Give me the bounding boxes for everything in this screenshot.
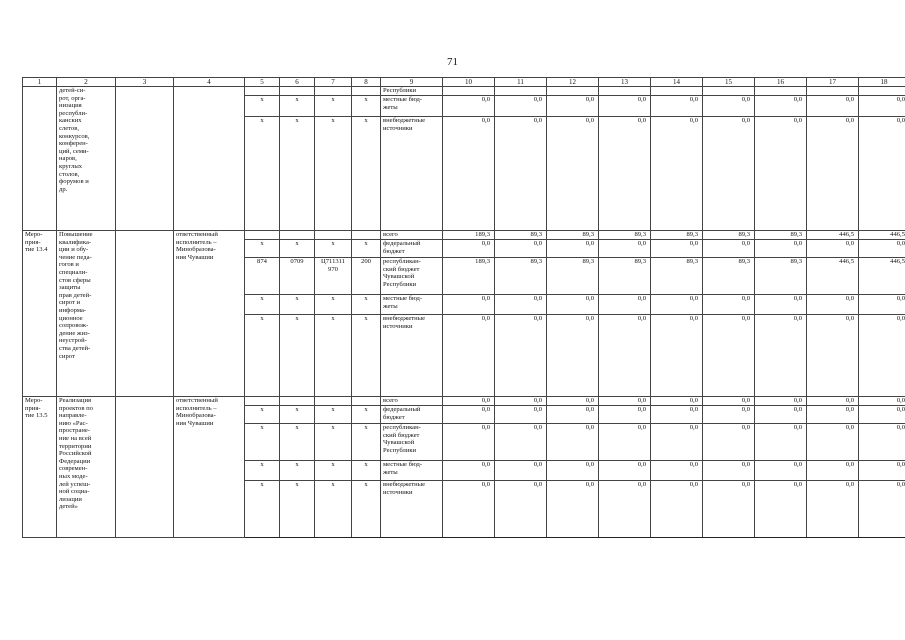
code-cell: x [280,96,315,117]
code-cell: x [315,117,352,231]
value-cell: 89,3 [703,231,755,240]
event-label: Меро- прия- тие 13.4 [23,231,57,397]
value-cell: 0,0 [703,406,755,424]
value-cell: 0,0 [807,481,859,538]
code-cell: x [352,117,381,231]
funding-source: республикан- ский бюджет Чувашской Республики [381,258,443,295]
header-cell: 16 [755,78,807,87]
budget-table [22,77,905,538]
value-cell: 446,5 [807,258,859,295]
value-cell: 0,0 [651,96,703,117]
code-cell: Ц711311 970 [315,258,352,295]
value-cell: 0,0 [443,424,495,461]
value-cell: 0,0 [547,315,599,397]
code-cell: x [352,240,381,258]
value-cell: 0,0 [599,481,651,538]
value-cell: 0,0 [807,295,859,315]
funding-source: Республики [381,87,443,96]
code-cell: x [280,424,315,461]
value-cell: 89,3 [599,231,651,240]
value-cell: 0,0 [807,96,859,117]
event-label: Меро- прия- тие 13.5 [23,397,57,538]
code-cell: x [245,481,280,538]
value-cell: 0,0 [859,295,905,315]
value-cell: 0,0 [859,424,905,461]
value-cell [807,87,859,96]
value-cell: 0,0 [651,424,703,461]
code-cell [352,397,381,406]
value-cell: 0,0 [443,461,495,481]
value-cell: 89,3 [495,231,547,240]
value-cell [755,87,807,96]
value-cell: 89,3 [495,258,547,295]
value-cell: 0,0 [859,461,905,481]
event-description: Реализация проектов по направле- нию «Рас- простране- ние на всей территории Российской Федерации современ- ных моде- лей успеш- ной социа- лизации детей» [57,397,116,538]
value-cell: 0,0 [755,424,807,461]
code-cell [280,231,315,240]
value-cell: 0,0 [495,424,547,461]
value-cell: 0,0 [599,96,651,117]
code-cell: 200 [352,258,381,295]
executor-cell: ответственный исполнитель – Минобразова- ния Чувашии [174,231,245,397]
value-cell: 0,0 [755,481,807,538]
value-cell: 0,0 [859,315,905,397]
header-row [23,78,905,87]
table-row [23,231,905,240]
value-cell: 0,0 [651,240,703,258]
value-cell: 89,3 [547,231,599,240]
value-cell: 0,0 [651,481,703,538]
code-cell: x [352,96,381,117]
value-cell: 89,3 [547,258,599,295]
value-cell: 89,3 [651,231,703,240]
code-cell: x [352,461,381,481]
value-cell: 0,0 [807,240,859,258]
code-cell [280,397,315,406]
funding-source: местные бюд- жеты [381,295,443,315]
value-cell: 0,0 [755,117,807,231]
value-cell: 0,0 [755,315,807,397]
code-cell: x [352,295,381,315]
value-cell: 0,0 [703,397,755,406]
code-cell: x [280,240,315,258]
header-cell: 2 [57,78,116,87]
code-cell: x [352,315,381,397]
col-3-cell [116,231,174,397]
col-3-cell [116,397,174,538]
code-cell [315,397,352,406]
col-3-cell [116,87,174,231]
header-cell: 12 [547,78,599,87]
header-cell: 15 [703,78,755,87]
value-cell: 0,0 [755,240,807,258]
table-row [23,87,905,96]
funding-source: внебюджетные источники [381,481,443,538]
value-cell: 0,0 [495,406,547,424]
value-cell [495,87,547,96]
value-cell: 0,0 [755,461,807,481]
value-cell: 0,0 [547,481,599,538]
executor-cell: ответственный исполнитель – Минобразова- ния Чувашии [174,397,245,538]
code-cell: x [280,481,315,538]
header-cell: 7 [315,78,352,87]
code-cell: x [352,481,381,538]
value-cell: 0,0 [703,461,755,481]
code-cell: x [280,315,315,397]
value-cell: 0,0 [599,461,651,481]
value-cell: 0,0 [755,406,807,424]
code-cell: x [315,406,352,424]
code-cell: x [315,295,352,315]
value-cell: 0,0 [495,481,547,538]
header-cell: 18 [859,78,905,87]
value-cell: 189,3 [443,258,495,295]
event-description: Повышение квалифика- ции и обу- чение педа- гогов и специали- стов сферы защиты прав детей- сирот и информа- ционное сопровож- дение жиз- неустрой- ства детей- сирот [57,231,116,397]
value-cell: 0,0 [651,461,703,481]
value-cell: 0,0 [443,240,495,258]
value-cell: 0,0 [599,117,651,231]
code-cell: x [280,461,315,481]
value-cell: 0,0 [755,295,807,315]
value-cell: 0,0 [547,240,599,258]
code-cell: x [245,295,280,315]
value-cell: 0,0 [859,240,905,258]
value-cell: 0,0 [443,481,495,538]
value-cell: 0,0 [651,117,703,231]
header-cell: 3 [116,78,174,87]
code-cell [315,87,352,96]
value-cell: 0,0 [495,295,547,315]
code-cell: x [245,240,280,258]
value-cell: 0,0 [859,481,905,538]
funding-source: внебюджетные источники [381,117,443,231]
value-cell: 0,0 [443,295,495,315]
value-cell: 0,0 [755,397,807,406]
header-cell: 6 [280,78,315,87]
value-cell: 0,0 [443,96,495,117]
value-cell: 0,0 [859,117,905,231]
code-cell [245,397,280,406]
header-cell: 10 [443,78,495,87]
value-cell: 0,0 [547,406,599,424]
value-cell: 0,0 [703,315,755,397]
value-cell: 0,0 [599,424,651,461]
funding-source: всего [381,231,443,240]
value-cell: 0,0 [495,315,547,397]
value-cell: 0,0 [807,461,859,481]
value-cell: 446,5 [807,231,859,240]
value-cell: 446,5 [859,231,905,240]
code-cell: x [315,96,352,117]
value-cell: 0,0 [755,96,807,117]
funding-source: федеральный бюджет [381,240,443,258]
value-cell: 89,3 [703,258,755,295]
code-cell [352,87,381,96]
executor-cell [174,87,245,231]
value-cell: 0,0 [495,96,547,117]
funding-source: республикан- ский бюджет Чувашской Республики [381,424,443,461]
header-cell: 9 [381,78,443,87]
value-cell: 0,0 [599,295,651,315]
value-cell: 446,5 [859,258,905,295]
header-cell: 14 [651,78,703,87]
value-cell: 89,3 [599,258,651,295]
value-cell: 0,0 [807,315,859,397]
value-cell: 0,0 [807,406,859,424]
header-cell: 11 [495,78,547,87]
code-cell: x [280,295,315,315]
value-cell: 0,0 [703,481,755,538]
value-cell: 0,0 [547,424,599,461]
code-cell: x [315,315,352,397]
code-cell: x [245,117,280,231]
code-cell [280,87,315,96]
page-number: 71 [447,56,458,68]
value-cell: 0,0 [495,461,547,481]
value-cell: 89,3 [651,258,703,295]
value-cell: 0,0 [859,96,905,117]
value-cell: 0,0 [859,397,905,406]
value-cell: 0,0 [443,397,495,406]
value-cell [599,87,651,96]
value-cell: 0,0 [599,406,651,424]
code-cell [245,87,280,96]
value-cell: 0,0 [599,240,651,258]
value-cell: 0,0 [651,315,703,397]
value-cell [443,87,495,96]
value-cell: 0,0 [495,117,547,231]
value-cell: 0,0 [547,117,599,231]
value-cell: 89,3 [755,258,807,295]
value-cell [547,87,599,96]
value-cell: 0,0 [547,461,599,481]
header-cell: 8 [352,78,381,87]
header-cell: 17 [807,78,859,87]
code-cell [245,231,280,240]
value-cell: 0,0 [807,117,859,231]
code-cell: x [280,406,315,424]
value-cell: 89,3 [755,231,807,240]
value-cell [703,87,755,96]
code-cell: x [245,406,280,424]
value-cell: 0,0 [651,295,703,315]
value-cell: 0,0 [443,117,495,231]
funding-source: местные бюд- жеты [381,461,443,481]
code-cell: x [245,315,280,397]
code-cell: x [315,461,352,481]
value-cell: 0,0 [547,397,599,406]
code-cell: x [245,96,280,117]
value-cell: 0,0 [703,424,755,461]
value-cell: 0,0 [651,397,703,406]
value-cell: 0,0 [859,406,905,424]
value-cell: 0,0 [547,96,599,117]
code-cell: x [315,424,352,461]
value-cell [859,87,905,96]
funding-source: внебюджетные источники [381,315,443,397]
header-cell: 5 [245,78,280,87]
funding-source: местные бюд- жеты [381,96,443,117]
code-cell: 0709 [280,258,315,295]
code-cell: 874 [245,258,280,295]
code-cell [352,231,381,240]
code-cell: x [352,406,381,424]
funding-source: всего [381,397,443,406]
value-cell: 0,0 [443,315,495,397]
header-cell: 1 [23,78,57,87]
value-cell: 0,0 [807,424,859,461]
value-cell: 0,0 [599,397,651,406]
code-cell: x [280,117,315,231]
value-cell: 0,0 [599,315,651,397]
header-cell: 4 [174,78,245,87]
table-row [23,397,905,406]
header-cell: 13 [599,78,651,87]
value-cell: 189,3 [443,231,495,240]
code-cell: x [352,424,381,461]
funding-source: федеральный бюджет [381,406,443,424]
code-cell: x [245,424,280,461]
value-cell: 0,0 [547,295,599,315]
value-cell: 0,0 [651,406,703,424]
code-cell [315,231,352,240]
code-cell: x [245,461,280,481]
code-cell: x [315,240,352,258]
value-cell: 0,0 [807,397,859,406]
value-cell: 0,0 [495,397,547,406]
code-cell: x [315,481,352,538]
value-cell: 0,0 [443,406,495,424]
value-cell: 0,0 [495,240,547,258]
value-cell: 0,0 [703,96,755,117]
value-cell [651,87,703,96]
event-description: детей-си- рот, орга- низация республи- канских слетов, конкурсов, конферен- ций, семи- наров, круглых столов, форумов и др. [57,87,116,231]
value-cell: 0,0 [703,295,755,315]
value-cell: 0,0 [703,240,755,258]
value-cell: 0,0 [703,117,755,231]
event-label [23,87,57,231]
